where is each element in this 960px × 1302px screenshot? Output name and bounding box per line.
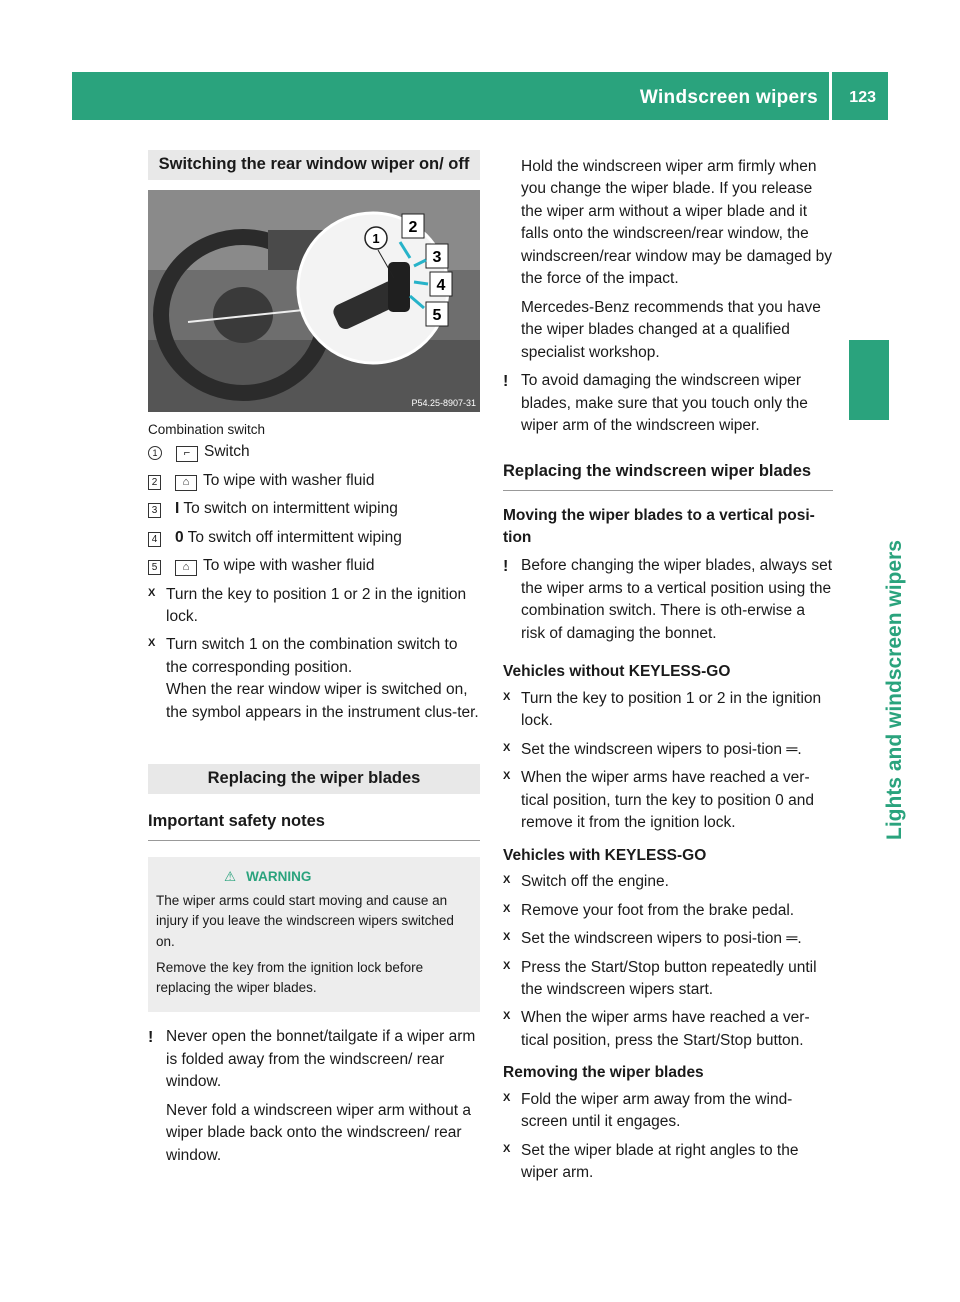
instruction-step: X Set the wiper blade at right angles to the wiper arm. (503, 1140, 833, 1185)
with-keyless-heading: Vehicles with KEYLESS-GO (503, 846, 707, 864)
legend-item-5 (148, 555, 480, 577)
instruction-step: X When the wiper arms have reached a ver-tical position, press the Start/Stop button. (503, 1007, 833, 1052)
caution-text-1: Never open the bonnet/tailgate if a wiper arm is folded away from the windscreen/ rear window. (166, 1028, 476, 1091)
callout-1 (365, 227, 387, 249)
step-arrow-icon (503, 900, 521, 922)
step-arrow-icon (503, 739, 521, 761)
without-keyless-heading: Vehicles without KEYLESS-GO (503, 663, 731, 681)
left-column (148, 150, 480, 1179)
header-separator (829, 72, 832, 120)
step-arrow-icon (148, 584, 166, 629)
svg-text:2: 2 (408, 218, 418, 236)
instruction-step: X Press the Start/Stop button repeatedly until the windscreen wipers start. (503, 957, 833, 1002)
callout-3 (426, 244, 448, 268)
header-title: Windscreen wipers (639, 87, 818, 108)
svg-text:4: 4 (436, 276, 446, 294)
step-arrow-icon (503, 1089, 521, 1134)
svg-text:5: 5 (432, 306, 442, 324)
caution-note (148, 1026, 480, 1173)
step-arrow-icon (148, 634, 166, 724)
side-tab-label: Lights and windscreen wipers (883, 540, 906, 840)
legend-item-2 (148, 470, 480, 492)
step-arrow-icon (503, 688, 521, 733)
step-arrow-icon (503, 928, 521, 950)
svg-text:1: 1 (372, 230, 380, 246)
instruction-step: X Turn the key to position 1 or 2 in the ignition lock. (503, 688, 833, 733)
warning-text-2: Remove the key from the ignition lock before replacing the wiper blades. (156, 959, 424, 996)
legend-text-5: To wipe with washer fluid (203, 557, 375, 575)
step-arrow-icon (503, 957, 521, 1002)
right-column (503, 150, 833, 1191)
moving-blades-heading: Moving the wiper blades to a vertical posi-tion (503, 506, 815, 547)
callout-2 (402, 214, 424, 238)
instruction-step: X Remove your foot from the brake pedal. (503, 900, 833, 922)
washer-fluid-icon: ⌂ (175, 475, 197, 491)
instruction-step: X Set the windscreen wipers to posi-tion ═. (503, 928, 833, 950)
step-text: Turn the key to position 1 or 2 in the ignition lock. (166, 585, 467, 625)
instruction-step (148, 634, 480, 724)
caution-note (503, 370, 833, 443)
instruction-step: X Fold the wiper arm away from the wind-screen until it engages. (503, 1089, 833, 1134)
step-arrow-icon (503, 1140, 521, 1185)
legend-item-3 (148, 498, 480, 520)
step-arrow-icon (503, 767, 521, 834)
caution-icon: ! (503, 558, 509, 576)
legend-key-4: 0 (175, 528, 184, 546)
removing-blades-heading: Removing the wiper blades (503, 1064, 704, 1082)
legend-text-1: Switch (204, 443, 250, 461)
page-number: 123 (849, 89, 876, 106)
instruction-step: X Set the windscreen wipers to posi-tion ═. (503, 739, 833, 761)
caution-text-2: Never fold a windscreen wiper arm without a wiper blade back onto the windscreen/ rear window. (166, 1101, 471, 1164)
legend-text-2: To wipe with washer fluid (203, 471, 375, 489)
legend-key-3: I (175, 500, 180, 518)
instruction-step: X Switch off the engine. (503, 871, 833, 893)
warning-box (148, 857, 480, 1013)
washer-fluid-icon: ⌂ (175, 560, 197, 576)
rear-wiper-icon: ⌐ (176, 446, 198, 462)
legend-number-4: 4 (148, 532, 161, 547)
step-extra-text: When the rear window wiper is switched on, the symbol appears in the instrument clus-ter. (166, 681, 479, 721)
caution-icon: ! (148, 1029, 154, 1047)
step-arrow-icon (503, 1007, 521, 1052)
legend-number-3: 3 (148, 503, 161, 518)
caution-text: Before changing the wiper blades, always set the wiper arms to a vertical position using the combination switch. There is oth-erwise a risk of damaging the bonnet. (521, 557, 833, 642)
step-arrow-icon (503, 871, 521, 893)
callout-4 (430, 272, 452, 296)
caution-text: To avoid damaging the windscreen wiper blades, make sure that you touch only the wiper arm of the windscreen wiper. (521, 372, 808, 435)
legend-number-5: 5 (148, 560, 161, 575)
warning-text-1: The wiper arms could start moving and cause an injury if you leave the windscreen wipers switched on. (156, 893, 454, 949)
intro-paragraph-2: Mercedes-Benz recommends that you have the wiper blades changed at a qualified specialist workshop. (521, 298, 821, 361)
callout-5 (426, 302, 448, 326)
combination-switch-photo (148, 190, 480, 412)
caution-icon: ! (503, 373, 509, 391)
legend-number-1: 1 (148, 446, 162, 460)
intro-paragraph-1: Hold the windscreen wiper arm firmly when you change the wiper blade. If you release the wiper arm without a wiper blade and it falls onto the windscreen/rear window, the windscreen/rear window may be damaged by the force of the impact. (521, 158, 833, 288)
side-tab (849, 340, 889, 420)
legend-item-4 (148, 527, 480, 549)
step-text: Turn switch 1 on the combination switch to the corresponding position. (166, 636, 458, 676)
replacing-blades-heading: Replacing the windscreen wiper blades (503, 460, 833, 491)
header-bar (72, 72, 888, 120)
instruction-step: X When the wiper arms have reached a ver-tical position, turn the key to position 0 and remove it from the ignition lock. (503, 767, 833, 834)
side-tab-label-wrap (856, 430, 906, 850)
legend-text-4: To switch off intermittent wiping (187, 528, 402, 546)
svg-text:3: 3 (432, 248, 442, 266)
legend-item-1 (148, 441, 480, 463)
legend-number-2: 2 (148, 475, 161, 490)
warning-title: ⚠ WARNING (224, 867, 472, 887)
section-title-replacing-blades: Replacing the wiper blades (148, 764, 480, 794)
figure-caption: Combination switch (148, 421, 266, 437)
photo-code: P54.25-8907-31 (411, 397, 476, 408)
safety-notes-heading: Important safety notes (148, 810, 480, 841)
warning-triangle-icon: ⚠ (224, 868, 237, 884)
section-title-rear-wiper: Switching the rear window wiper on/ off (148, 150, 480, 180)
legend-text-3: To switch on intermittent wiping (183, 500, 398, 518)
instruction-step (148, 584, 480, 629)
caution-note (503, 555, 833, 651)
